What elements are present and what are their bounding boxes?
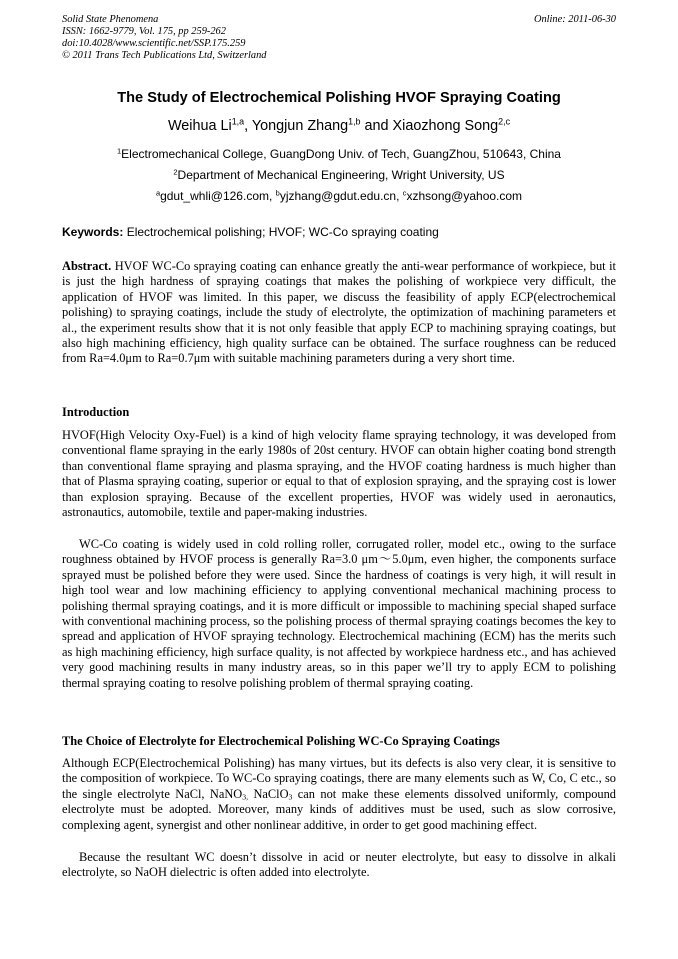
email-separator: , xyxy=(269,189,276,203)
journal-header xyxy=(62,14,616,62)
keywords-text: Electrochemical polishing; HVOF; WC-Co spraying coating xyxy=(123,225,439,239)
email-link[interactable]: gdut_whli@126.com xyxy=(160,189,269,203)
affiliation-mark: 2 xyxy=(173,167,178,177)
paragraph-text: can not make these elements dissolved uniformly, compound electrolyte must be adopted. Moreover, many kinds of additives must be used, such as slow corrosive, complexing agent, synergist and other nonlinear additive, in order to get good machining effect. xyxy=(62,786,616,832)
body-paragraph: WC-Co coating is widely used in cold rolling roller, corrugated roller, model etc., owing to the surface roughness obtained by HVOF process is generally Ra=3.0 μm～5.0μm, even higher, the components surface sprayed must be polished before they were used. Since the hardness of coatings is very high, it will result in high tool wear and low machining efficiency to applying conventional mechanical machining process to polishing thermal spraying coatings, and it is more difficult or impossible to machining special shaped surface with conventional machining process, so the polishing process of thermal spraying coatings becomes the key to spread and application of HVOF spraying technology. Electrochemical machining (ECM) has the merits such as high machining efficiency, high surface quality, is not affected by workpiece hardness etc., and has achieved very good machining results in many industry areas, so in this paper we’ll try to apply ECM to polishing thermal spraying coating to resolve polishing problem of thermal spraying coating. xyxy=(62,537,616,690)
issn-line: ISSN: 1662-9779, Vol. 175, pp 259-262 xyxy=(62,26,226,37)
affiliation-2 xyxy=(62,168,616,182)
author-affiliation-mark: 1,a xyxy=(231,116,245,127)
online-date: Online: 2011-06-30 xyxy=(533,14,616,25)
body-paragraph: Because the resultant WC doesn’t dissolve in acid or neuter electrolyte, but easy to dissolve in alkali electrolyte, so NaOH dielectric is often added into electrolyte. xyxy=(62,850,616,880)
affiliation-text: Electromechanical College, GuangDong Univ. of Tech, GuangZhou, 510643, China xyxy=(121,147,561,161)
email-link[interactable]: xzhsong@yahoo.com xyxy=(406,189,523,203)
email-line xyxy=(62,189,616,203)
email-link[interactable]: yjzhang@gdut.edu.cn xyxy=(279,189,397,203)
chemical-subscript: 3, xyxy=(242,792,249,802)
keywords xyxy=(62,225,616,239)
paper-title: The Study of Electrochemical Polishing HVOF Spraying Coating xyxy=(117,90,561,106)
author-name: Weihua Li xyxy=(167,118,232,134)
abstract-label: Abstract. xyxy=(62,259,112,273)
author-separator: , xyxy=(244,118,252,134)
author-separator: and xyxy=(360,118,393,134)
copyright-line: © 2011 Trans Tech Publications Ltd, Switzerland xyxy=(62,50,267,61)
keywords-label: Keywords: xyxy=(62,225,124,239)
author-affiliation-mark: 1,b xyxy=(348,116,361,127)
section-heading: Introduction xyxy=(62,405,130,419)
author-affiliation-mark: 2,c xyxy=(498,116,511,127)
author-name: Yongjun Zhang xyxy=(251,118,349,134)
abstract-text: HVOF WC-Co spraying coating can enhance greatly the anti-wear performance of workpiece, but it is just the high hardness of spraying coatings that makes the polishing of workpiece very difficult, the application of HVOF was limited. In this paper, we discuss the feasibility of apply ECP(electrochemical polishing) to spraying coatings, include the study of electrolyte, the optimization of machining parameters et al., the experiment results show that it is not only feasible that apply ECP to machining spraying coatings, but also high machining efficiency, high quality surface can be obtained. The surface roughness can be reduced from Ra=4.0μm to Ra=0.7μm with suitable machining parameters during a very short time. xyxy=(62,259,616,366)
author-name: Xiaozhong Song xyxy=(392,118,499,134)
body-paragraph: HVOF(High Velocity Oxy-Fuel) is a kind of high velocity flame spraying technology, it was developed from conventional flame spraying in the early 1980s of 20st century. HVOF can obtain higher coating bond strength than conventional flame spraying and plasma spraying, and the HVOF coating hardness is much higher than that of Plasma spraying coating, superior or equal to that of explosion spraying, and the spraying cost is lower than explosion spraying. Because of the excellent properties, HVOF was widely used in aeronautics, astronautics, automobile, textile and paper-making industries. xyxy=(62,428,616,520)
email-mark: a xyxy=(155,188,161,198)
author-list xyxy=(62,118,616,134)
email-separator: , xyxy=(396,189,403,203)
doi-line: doi:10.4028/www.scientific.net/SSP.175.259 xyxy=(62,38,246,49)
abstract xyxy=(62,259,616,367)
section-heading: The Choice of Electrolyte for Electrochemical Polishing WC-Co Spraying Coatings xyxy=(62,734,500,748)
affiliation-text: Department of Mechanical Engineering, Wright University, US xyxy=(177,168,505,182)
paragraph-text: Although ECP(Electrochemical Polishing) has many virtues, but its defects is also very clear, it is sensitive to the composition of workpiece. To WC-Co spraying coatings, there are many elements such as W, Co, C etc., so the single electrolyte NaCl, NaNO xyxy=(62,756,616,801)
email-mark: b xyxy=(275,188,280,198)
chemical-subscript: 3 xyxy=(288,792,293,802)
affiliation-1 xyxy=(62,147,616,161)
body-paragraph xyxy=(62,756,616,833)
email-mark: c xyxy=(402,188,407,198)
journal-name: Solid State Phenomena xyxy=(62,14,159,25)
affiliation-mark: 1 xyxy=(117,146,122,156)
paragraph-text: NaClO xyxy=(248,786,289,801)
